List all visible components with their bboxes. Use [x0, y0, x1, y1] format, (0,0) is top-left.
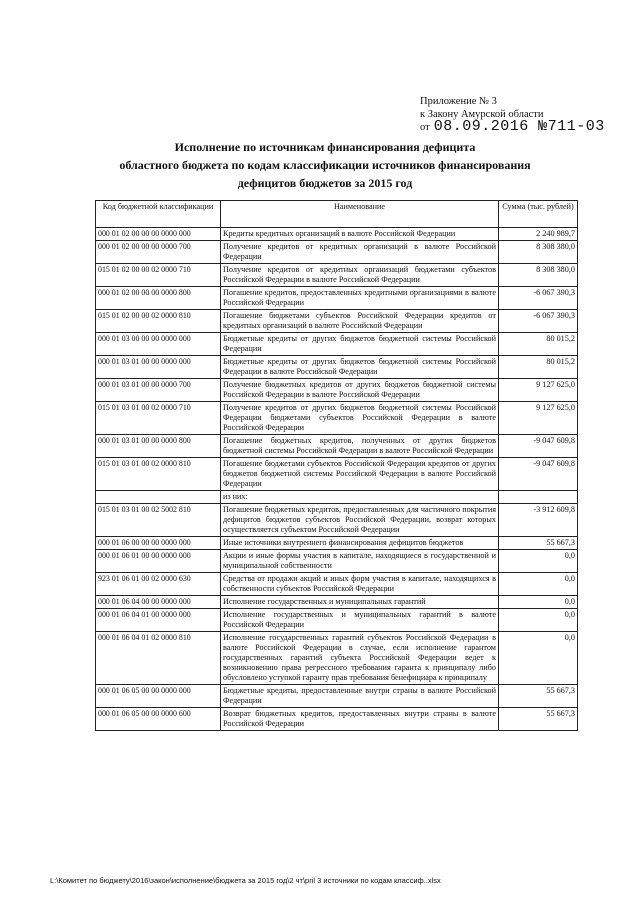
cell-name: Возврат бюджетных кредитов, предоставленных внутри страны в валюте Российской Федерации: [221, 708, 499, 731]
cell-code: 000 01 06 05 00 00 0000 600: [96, 708, 221, 731]
title-line-3: дефицитов бюджетов за 2015 год: [237, 176, 413, 190]
table-row: [96, 550, 578, 573]
cell-amount: -6 067 390,3: [499, 287, 578, 310]
cell-code: 015 01 03 01 00 02 0000 810: [96, 458, 221, 491]
title-line-2: областного бюджета по кодам классификации источников финансирования: [119, 158, 531, 172]
cell-amount: 0,0: [499, 609, 578, 632]
cell-amount: 8 308 380,0: [499, 241, 578, 264]
cell-name: Бюджетные кредиты от других бюджетов бюджетной системы Российской Федерации: [221, 333, 499, 356]
table-row: [96, 228, 578, 241]
table-header-row: [96, 201, 578, 228]
cell-name: Средства от продажи акций и иных форм участия в капитале, находящихся в собственности субъектов Российской Федерации: [221, 573, 499, 596]
cell-name: Погашение бюджетами субъектов Российской Федерации кредитов от кредитных организаций в валюте Российской Федерации: [221, 310, 499, 333]
cell-name: Иные источники внутреннего финансирования дефицитов бюджетов: [221, 537, 499, 550]
table-row: [96, 241, 578, 264]
cell-code: 000 01 06 01 00 00 0000 000: [96, 550, 221, 573]
cell-amount: 80 015,2: [499, 356, 578, 379]
cell-code: 000 01 03 01 00 00 0000 800: [96, 435, 221, 458]
cell-amount: 0,0: [499, 596, 578, 609]
header-code: Код бюджетной классификации: [96, 201, 221, 228]
table-row: [96, 333, 578, 356]
cell-name: Получение кредитов от кредитных организаций бюджетами субъектов Российской Федерации в валюте Российской Федерации: [221, 264, 499, 287]
cell-name: Исполнение государственных гарантий субъектов Российской Федерации в валюте Российской Федерации в случае, если исполнение гарантом государственных гарантий субъекта Российской Федерации ведет к возникновению права регрессного требования гаранта к принципалу либо обусловлено уступкой гаранту прав требования бенефициара к принципалу: [221, 632, 499, 685]
cell-amount: 2 240 989,7: [499, 228, 578, 241]
cell-amount: 0,0: [499, 632, 578, 685]
cell-code: 015 01 03 01 00 02 0000 710: [96, 402, 221, 435]
cell-name: Исполнение государственных и муниципальных гарантий в валюте Российской Федерации: [221, 609, 499, 632]
cell-amount: 80 015,2: [499, 333, 578, 356]
cell-amount: 9 127 625,0: [499, 402, 578, 435]
table-row: [96, 708, 578, 731]
cell-amount: -3 912 609,8: [499, 504, 578, 537]
handwritten-date-number: 08.09.2016 №711-03: [433, 118, 605, 135]
cell-name: Кредиты кредитных организаций в валюте Российской Федерации: [221, 228, 499, 241]
cell-code: 015 01 03 01 00 02 5002 810: [96, 504, 221, 537]
appendix-law: к Закону Амурской области: [420, 108, 544, 120]
cell-code: 000 01 06 04 00 00 0000 000: [96, 596, 221, 609]
table-row: [96, 491, 578, 504]
date-prefix: от: [420, 122, 430, 133]
cell-code: 000 01 03 00 00 00 0000 000: [96, 333, 221, 356]
cell-name: Бюджетные кредиты, предоставленные внутри страны в валюте Российской Федерации: [221, 685, 499, 708]
cell-code: 000 01 03 01 00 00 0000 000: [96, 356, 221, 379]
cell-name: Получение кредитов от других бюджетов бюджетной системы Российской Федерации бюджетами субъектов Российской Федерации в валюте Российской Федерации: [221, 402, 499, 435]
cell-code: 015 01 02 00 00 02 0000 810: [96, 310, 221, 333]
cell-amount: 55 667,3: [499, 685, 578, 708]
cell-code: 015 01 02 00 00 02 0000 710: [96, 264, 221, 287]
cell-name: Погашение кредитов, предоставленных кредитными организациями в валюте Российской Федерации: [221, 287, 499, 310]
cell-code: 000 01 06 04 01 00 0000 000: [96, 609, 221, 632]
table-row: [96, 287, 578, 310]
financing-sources-table: [95, 200, 578, 731]
cell-code: 000 01 02 00 00 00 0000 800: [96, 287, 221, 310]
cell-amount: [499, 491, 578, 504]
table-row: [96, 609, 578, 632]
cell-amount: 0,0: [499, 550, 578, 573]
cell-name: Погашение бюджетами субъектов Российской Федерации кредитов от других бюджетов бюджетной системы Российской Федерации в валюте Российской Федерации: [221, 458, 499, 491]
cell-name: Погашение бюджетных кредитов, полученных от других бюджетов бюджетной системы Российской Федерации в валюте Российской Федерации: [221, 435, 499, 458]
appendix-header: [420, 96, 605, 135]
table-row: [96, 537, 578, 550]
cell-name: из них:: [221, 491, 499, 504]
table-row: [96, 402, 578, 435]
cell-code: 000 01 06 04 01 02 0000 810: [96, 632, 221, 685]
cell-name: Бюджетные кредиты от других бюджетов бюджетной системы Российской Федерации в валюте Российской Федерации: [221, 356, 499, 379]
header-name: Наименование: [221, 201, 499, 228]
table-row: [96, 596, 578, 609]
cell-amount: 0,0: [499, 573, 578, 596]
table-row: [96, 632, 578, 685]
cell-code: 000 01 02 00 00 00 0000 000: [96, 228, 221, 241]
table-row: [96, 573, 578, 596]
cell-amount: -9 047 609,8: [499, 458, 578, 491]
cell-name: Исполнение государственных и муниципальных гарантий: [221, 596, 499, 609]
cell-code: 000 01 06 05 00 00 0000 000: [96, 685, 221, 708]
appendix-number: Приложение № 3: [420, 96, 497, 107]
cell-amount: 9 127 625,0: [499, 379, 578, 402]
cell-name: Погашение бюджетных кредитов, предоставленных для частичного покрытия дефицитов бюджетов субъектов Российской Федерации, возврат которых осуществляется субъектом Российской Федерации: [221, 504, 499, 537]
cell-code: 000 01 06 00 00 00 0000 000: [96, 537, 221, 550]
cell-amount: 8 308 380,0: [499, 264, 578, 287]
cell-code: [96, 491, 221, 504]
cell-name: Получение кредитов от кредитных организаций в валюте Российской Федерации: [221, 241, 499, 264]
cell-amount: 55 667,3: [499, 708, 578, 731]
table-row: [96, 310, 578, 333]
header-amount: Сумма (тыс. рублей): [499, 201, 578, 228]
table-row: [96, 504, 578, 537]
table-row: [96, 356, 578, 379]
file-path-footer: L:\Комитет по бюджету\2016\закон\исполнение\бюджета за 2015 год\2 чт\pril 3 источники по кодам классиф..xlsx: [50, 876, 441, 885]
cell-name: Акции и иные формы участия в капитале, находящиеся в государственной и муниципальной собственности: [221, 550, 499, 573]
cell-code: 923 01 06 01 00 02 0000 630: [96, 573, 221, 596]
appendix-date-line: [420, 118, 605, 135]
table-row: [96, 685, 578, 708]
document-title: [110, 138, 540, 192]
cell-name: Получение бюджетных кредитов от других бюджетов бюджетной системы Российской Федерации в валюте Российской Федерации: [221, 379, 499, 402]
title-line-1: Исполнение по источникам финансирования дефицита: [174, 140, 476, 154]
cell-code: 000 01 03 01 00 00 0000 700: [96, 379, 221, 402]
table-row: [96, 458, 578, 491]
cell-amount: -6 067 390,3: [499, 310, 578, 333]
cell-amount: -9 047 609,8: [499, 435, 578, 458]
table-row: [96, 435, 578, 458]
table-row: [96, 264, 578, 287]
table-row: [96, 379, 578, 402]
cell-code: 000 01 02 00 00 00 0000 700: [96, 241, 221, 264]
cell-amount: 55 667,3: [499, 537, 578, 550]
